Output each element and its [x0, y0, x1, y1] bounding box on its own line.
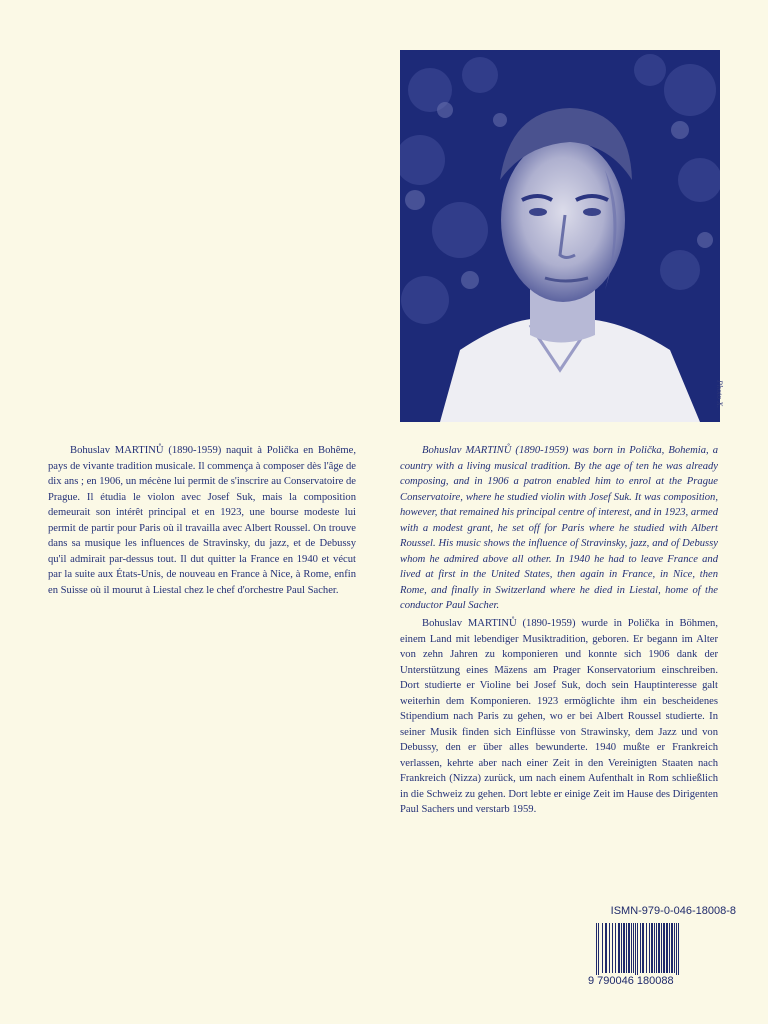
biography-english: [400, 443, 718, 614]
barcode-bar: [658, 923, 660, 973]
barcode-bar: [626, 923, 627, 973]
portrait-image: [400, 50, 720, 422]
barcode-bar: [628, 923, 630, 973]
barcode-bar: [598, 923, 599, 981]
barcode-bar: [671, 923, 673, 973]
barcode-bar: [615, 923, 616, 973]
biography-german: [400, 616, 718, 818]
barcode-bar: [669, 923, 670, 973]
barcode-bar: [637, 923, 638, 981]
ismn-number: ISMN-979-0-046-18008-8: [610, 905, 736, 917]
barcode-bar: [678, 923, 679, 981]
barcode-bar: [656, 923, 657, 973]
barcode-bar: [676, 923, 677, 981]
barcode-bar: [642, 923, 644, 973]
barcode-bar: [612, 923, 613, 973]
barcode-bar: [663, 923, 665, 973]
barcode-bar: [621, 923, 622, 973]
barcode-bar: [674, 923, 675, 973]
barcode-bar: [633, 923, 634, 973]
barcode-bar: [602, 923, 603, 973]
barcode-bar: [661, 923, 662, 973]
composer-portrait-photo: [400, 50, 720, 422]
barcode-digits: 9 790046 180088: [588, 975, 720, 987]
barcode-bar: [635, 923, 636, 981]
barcode-bar: [623, 923, 625, 973]
biography-german-text: Bohuslav MARTINŮ (1890-1959) wurde in Polička in Böhmen, einem Land mit lebendiger Musiktradition, geboren. Er begann im Alter von zehn Jahren zu komponieren und konnte sich 1906 dank der Unterstützung eines Mäzens am Prager Konservatorium einschreiben. Dort studierte er Violine bei Josef Suk, doch sein Hauptinteresse galt weiterhin dem Komponieren. 1923 ermöglichte ihm ein bescheidenes Stipendium nach Paris zu gehen, wo er bei Albert Roussel studierte. In seiner Musik finden sich Einflüsse von Strawinsky, dem Jazz und von Debussy, den er über alles bewunderte. 1940 mußte er Frankreich verlassen, kehrte aber nach einer Zeit in den Vereinigten Staaten nach Frankreich (Nizza) zurück, um nach einem Aufenthalt in Rom schließlich in die Schweiz zu gehen. Dort lebte er einige Zeit im Hause des Dirigenten Paul Sachers und verstarb 1959.: [400, 618, 718, 815]
barcode-block: [588, 905, 736, 1005]
barcode-bar: [640, 923, 641, 973]
barcode-bar: [666, 923, 668, 973]
barcode-bar: [654, 923, 655, 973]
photo-credit: Photo X.: [715, 380, 724, 408]
biography-english-text: Bohuslav MARTINŮ (1890-1959) was born in Polička, Bohemia, a country with a living musical tradition. By the age of ten he was already composing, and in 1906 a patron enabled him to enrol at the Prague Conservatoire, where he studied violin with Josef Suk. It was composition, however, that remained his principal centre of interest, and in 1923, armed with a modest grant, he set off for Paris where he studied with Albert Roussel. His music shows the influence of Stravinsky, jazz, and of Debussy whom he admired above all other. In 1940 he had to leave France and lived at first in the United States, then again in France, in Nice, then Rome, and finally in Switzerland where he died in Liestal, home of the conductor Paul Sacher.: [400, 445, 718, 611]
barcode-bar: [596, 923, 597, 981]
barcode-bar: [649, 923, 650, 973]
barcode-bar: [609, 923, 610, 973]
biography-french: [48, 443, 356, 598]
barcode-bar: [618, 923, 620, 973]
barcode-bar: [651, 923, 653, 973]
biography-french-text: Bohuslav MARTINŮ (1890-1959) naquit à Polička en Bohême, pays de vivante tradition musicale. Il commença à composer dès l'âge de dix ans ; en 1906, un mécène lui permit de s'inscrire au Conservatoire de Prague. Il étudia le violon avec Josef Suk, mais la composition demeurait son intérêt principal et en 1923, une bourse modeste lui permit de partir pour Paris où il travailla avec Albert Roussel. On trouve dans sa musique les influences de Stravinsky, du jazz, et de Debussy qu'il admirait par-dessus tout. Il dut quitter la France en 1940 et vécut par la suite aux États-Unis, de nouveau en France à Nice, à Rome, enfin en Suisse où il mourut à Liestal chez le chef d'orchestre Paul Sacher.: [48, 445, 356, 596]
barcode-bar: [646, 923, 647, 973]
barcode-bar: [631, 923, 632, 973]
barcode-bar: [605, 923, 607, 973]
